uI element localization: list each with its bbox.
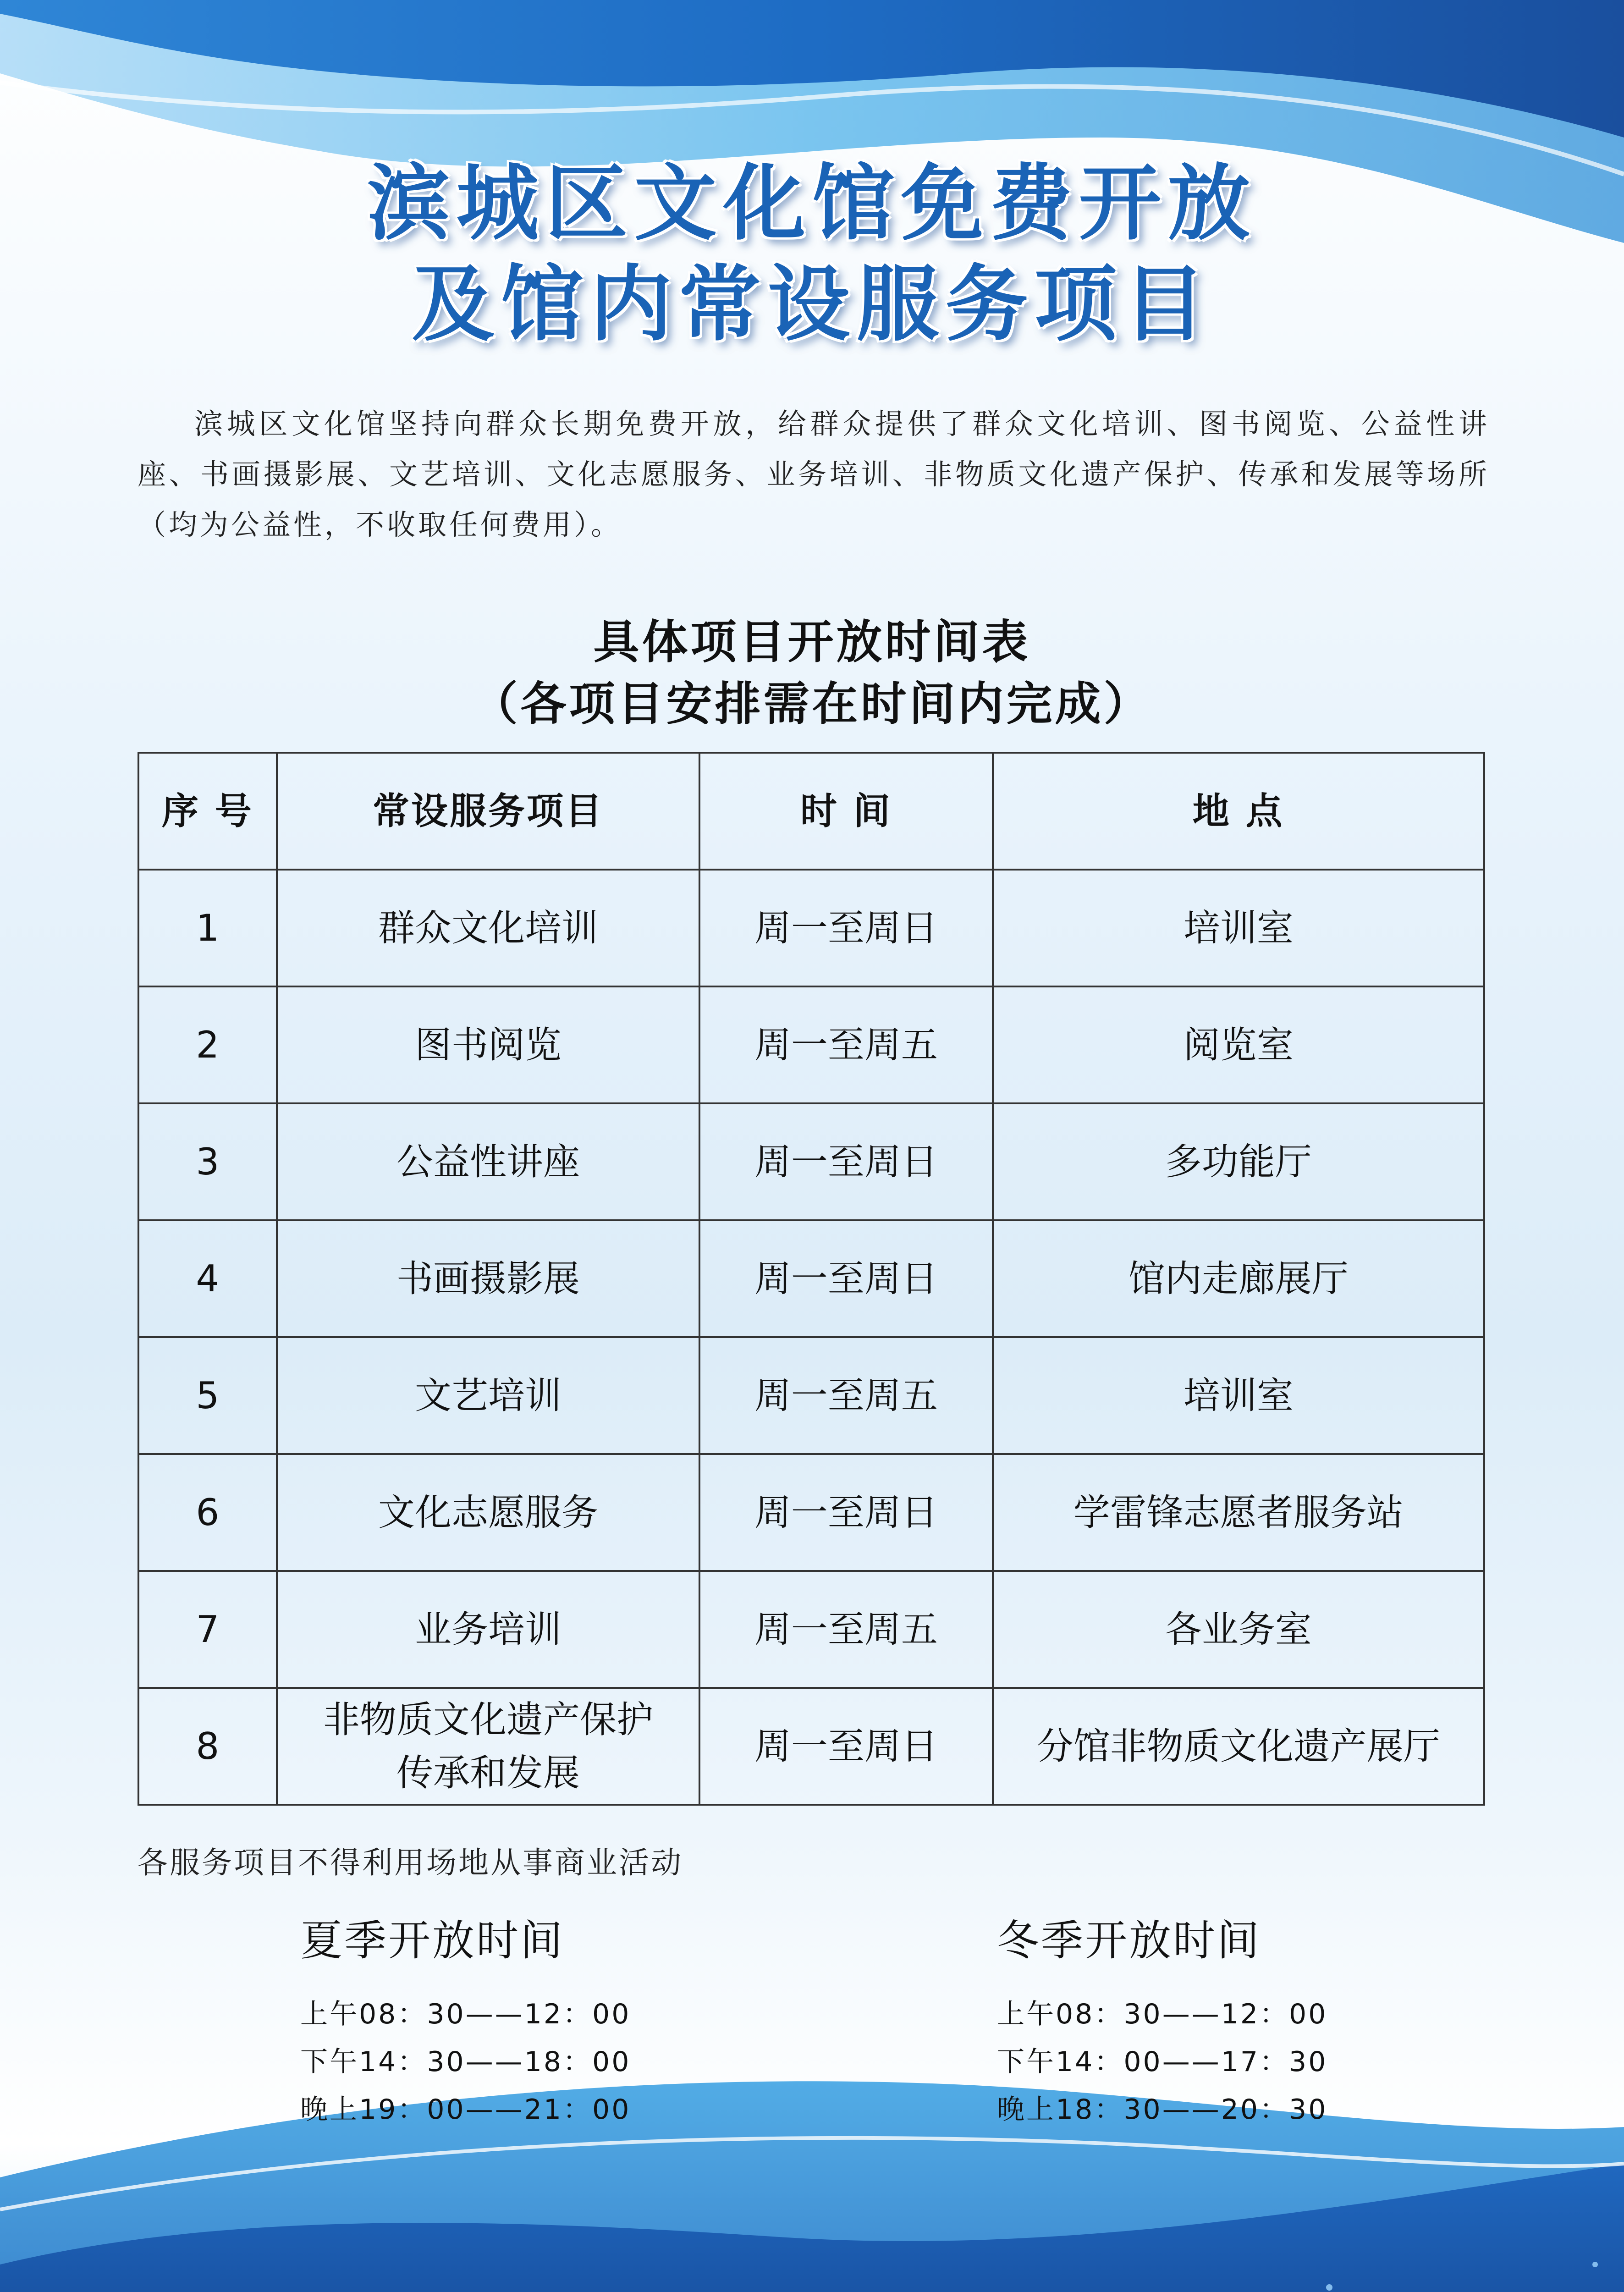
cell-item <box>277 1688 700 1805</box>
header-place: 地 点 <box>993 753 1484 870</box>
cell-no: 5 <box>138 1337 277 1454</box>
table-row <box>138 1688 1484 1805</box>
cell-item: 文化志愿服务 <box>277 1454 700 1571</box>
cell-time: 周一至周五 <box>699 986 992 1103</box>
cell-time: 周一至周五 <box>699 1571 992 1688</box>
table-header-row <box>138 753 1484 870</box>
table-row <box>138 1103 1484 1220</box>
cell-time: 周一至周日 <box>699 1688 992 1805</box>
cell-place: 各业务室 <box>993 1571 1484 1688</box>
header-no: 序 号 <box>138 753 277 870</box>
poster-title-line2: 及馆内常设服务项目 <box>412 257 1212 353</box>
intro-paragraph <box>138 399 1490 550</box>
header-item: 常设服务项目 <box>277 753 700 870</box>
cell-no: 1 <box>138 870 277 986</box>
table-row <box>138 1454 1484 1571</box>
summer-morning: 上午08：30——12：00 <box>300 1998 631 2030</box>
cell-item: 群众文化培训 <box>277 870 700 986</box>
cell-place: 分馆非物质文化遗产展厅 <box>993 1688 1484 1805</box>
intro-text: 滨城区文化馆坚持向群众长期免费开放，给群众提供了群众文化培训、图书阅览、公益性讲座、书画摄影展、文艺培训、文化志愿服务、业务培训、非物质文化遗产保护、传承和发展等场所（均为公益性，不收取任何费用）。 <box>138 407 1490 541</box>
summer-afternoon: 下午14：30——18：00 <box>300 2046 631 2078</box>
cell-time: 周一至周五 <box>699 1337 992 1454</box>
table-row <box>138 1220 1484 1337</box>
schedule-table <box>138 752 1485 1806</box>
cell-place: 培训室 <box>993 1337 1484 1454</box>
cell-item-line1: 非物质文化遗产保护 <box>323 1698 654 1741</box>
header-time: 时 间 <box>699 753 992 870</box>
summer-hours <box>300 1907 631 2133</box>
commercial-activity-note: 各服务项目不得利用场地从事商业活动 <box>138 1845 683 1880</box>
cell-place: 学雷锋志愿者服务站 <box>993 1454 1484 1571</box>
table-row <box>138 986 1484 1103</box>
summer-evening: 晚上19：00——21：00 <box>300 2094 631 2126</box>
cell-item: 书画摄影展 <box>277 1220 700 1337</box>
table-subtitle: （各项目安排需在时间内完成） <box>472 677 1152 731</box>
summer-hours-title: 夏季开放时间 <box>300 1916 565 1965</box>
cell-no: 3 <box>138 1103 277 1220</box>
cell-item-line2: 传承和发展 <box>396 1751 580 1794</box>
cell-no: 8 <box>138 1688 277 1805</box>
cell-time: 周一至周日 <box>699 870 992 986</box>
poster-title-line1: 滨城区文化馆免费开放 <box>367 156 1257 252</box>
table-title: 具体项目开放时间表 <box>593 615 1031 669</box>
cell-no: 4 <box>138 1220 277 1337</box>
table-row <box>138 1571 1484 1688</box>
winter-afternoon: 下午14：00——17：30 <box>997 2046 1328 2078</box>
cell-item: 公益性讲座 <box>277 1103 700 1220</box>
cell-time: 周一至周日 <box>699 1220 992 1337</box>
cell-place: 多功能厅 <box>993 1103 1484 1220</box>
cell-place: 培训室 <box>993 870 1484 986</box>
cell-item: 文艺培训 <box>277 1337 700 1454</box>
cell-place: 馆内走廊展厅 <box>993 1220 1484 1337</box>
winter-hours <box>997 1907 1327 2133</box>
cell-time: 周一至周日 <box>699 1454 992 1571</box>
cell-item: 业务培训 <box>277 1571 700 1688</box>
table-row <box>138 870 1484 986</box>
table-row <box>138 1337 1484 1454</box>
cell-place: 阅览室 <box>993 986 1484 1103</box>
cell-no: 2 <box>138 986 277 1103</box>
cell-item: 图书阅览 <box>277 986 700 1103</box>
winter-morning: 上午08：30——12：00 <box>997 1998 1328 2030</box>
winter-evening: 晚上18：30——20：30 <box>997 2094 1328 2126</box>
winter-hours-title: 冬季开放时间 <box>997 1916 1261 1965</box>
cell-no: 6 <box>138 1454 277 1571</box>
cell-no: 7 <box>138 1571 277 1688</box>
cell-time: 周一至周日 <box>699 1103 992 1220</box>
bottom-wave-decoration <box>0 2072 1624 2292</box>
